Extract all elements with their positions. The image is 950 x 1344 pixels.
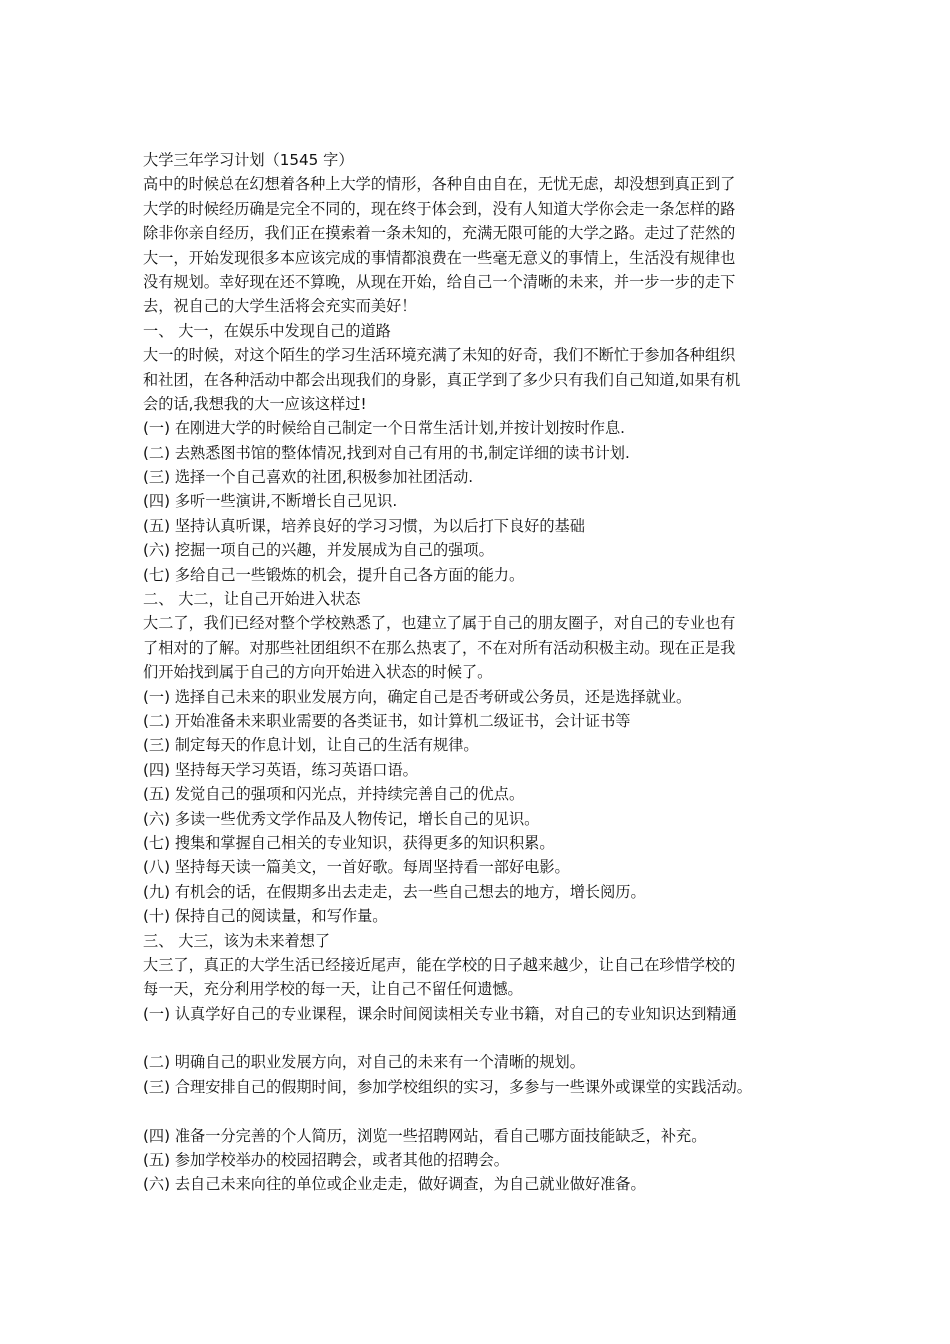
list-item: (九) 有机会的话，在假期多出去走走，去一些自己想去的地方，增长阅历。 <box>143 882 646 901</box>
document-title: 大学三年学习计划（1545 字） <box>143 151 354 169</box>
list-item: (三) 合理安排自己的假期时间，参加学校组织的实习，多参与一些课外或课堂的实践活动。 <box>143 1077 752 1096</box>
list-item: (三) 选择一个自己喜欢的社团,积极参加社团活动. <box>143 468 474 487</box>
blank-line <box>143 1099 823 1123</box>
intro-line: 去，祝自己的大学生活将会充实而美好！ <box>143 297 417 316</box>
list-item: (六) 去自己未来向往的单位或企业走走，做好调查，为自己就业做好准备。 <box>143 1175 646 1194</box>
list-item: (一) 选择自己未来的职业发展方向，确定自己是否考研或公务员，还是选择就业。 <box>143 687 692 706</box>
intro-line: 大一，开始发现很多本应该完成的事情都浪费在一些毫无意义的事情上，生活没有规律也 <box>143 248 736 267</box>
list-item: (二) 开始准备未来职业需要的各类证书，如计算机二级证书，会计证书等 <box>143 711 631 730</box>
list-item: (六) 多读一些优秀文学作品及人物传记，增长自己的见识。 <box>143 809 540 828</box>
section-heading-year-two: 二、 大二，让自己开始进入状态 <box>143 590 361 609</box>
intro-line: 没有规划。幸好现在还不算晚，从现在开始，给自己一个清晰的未来，并一步一步的走下 <box>143 272 736 291</box>
section-paragraph-line: 每一天，充分利用学校的每一天，让自己不留任何遗憾。 <box>143 980 523 999</box>
list-item: (四) 坚持每天学习英语，练习英语口语。 <box>143 760 418 779</box>
list-item: (二) 明确自己的职业发展方向，对自己的未来有一个清晰的规划。 <box>143 1053 585 1072</box>
section-paragraph-line: 们开始找到属于自己的方向开始进入状态的时候了。 <box>143 663 493 682</box>
intro-line: 除非你亲自经历，我们正在摸索着一条未知的，充满无限可能的大学之路。走过了茫然的 <box>143 224 736 243</box>
list-item: (七) 多给自己一些锻炼的机会，提升自己各方面的能力。 <box>143 565 525 584</box>
section-paragraph-line: 了相对的了解。对那些社团组织不在那么热衷了，不在对所有活动积极主动。现在正是我 <box>143 638 736 657</box>
list-item: (二) 去熟悉图书馆的整体情况,找到对自己有用的书,制定详细的读书计划. <box>143 443 630 462</box>
list-item: (五) 坚持认真听课，培养良好的学习习惯，为以后打下良好的基础 <box>143 516 585 535</box>
list-item: (七) 搜集和掌握自己相关的专业知识，获得更多的知识积累。 <box>143 833 555 852</box>
section-paragraph-line: 和社团，在各种活动中都会出现我们的身影，真正学到了多少只有我们自己知道,如果有机 <box>143 370 741 389</box>
section-heading-year-three: 三、 大三，该为未来着想了 <box>143 931 331 950</box>
section-heading-year-one: 一、 大一，在娱乐中发现自己的道路 <box>143 321 391 340</box>
list-item: (六) 挖掘一项自己的兴趣，并发展成为自己的强项。 <box>143 541 494 560</box>
section-paragraph-line: 会的话,我想我的大一应该这样过! <box>143 394 367 413</box>
list-item: (八) 坚持每天读一篇美文，一首好歌。每周坚持看一部好电影。 <box>143 858 570 877</box>
document-page <box>143 148 823 1197</box>
blank-line <box>143 1026 823 1050</box>
intro-line: 高中的时候总在幻想着各种上大学的情形，各种自由自在，无忧无虑，却没想到真正到了 <box>143 175 736 194</box>
section-paragraph-line: 大一的时候，对这个陌生的学习生活环境充满了未知的好奇，我们不断忙于参加各种组织 <box>143 346 736 365</box>
list-item: (十) 保持自己的阅读量，和写作量。 <box>143 907 388 926</box>
section-paragraph-line: 大三了，真正的大学生活已经接近尾声，能在学校的日子越来越少，让自己在珍惜学校的 <box>143 955 736 974</box>
list-item: (五) 参加学校举办的校园招聘会，或者其他的招聘会。 <box>143 1151 509 1170</box>
list-item: (一) 在刚进大学的时候给自己制定一个日常生活计划,并按计划按时作息. <box>143 419 625 438</box>
list-item: (一) 认真学好自己的专业课程，课余时间阅读相关专业书籍，对自己的专业知识达到精通 <box>143 1004 737 1023</box>
list-item: (三) 制定每天的作息计划，让自己的生活有规律。 <box>143 736 479 755</box>
section-paragraph-line: 大二了，我们已经对整个学校熟悉了，也建立了属于自己的朋友圈子，对自己的专业也有 <box>143 614 736 633</box>
list-item: (四) 多听一些演讲,不断增长自己见识. <box>143 492 398 511</box>
list-item: (四) 准备一分完善的个人简历，浏览一些招聘网站，看自己哪方面技能缺乏，补充。 <box>143 1126 707 1145</box>
list-item: (五) 发觉自己的强项和闪光点，并持续完善自己的优点。 <box>143 785 525 804</box>
intro-line: 大学的时候经历确是完全不同的，现在终于体会到，没有人知道大学你会走一条怎样的路 <box>143 199 736 218</box>
